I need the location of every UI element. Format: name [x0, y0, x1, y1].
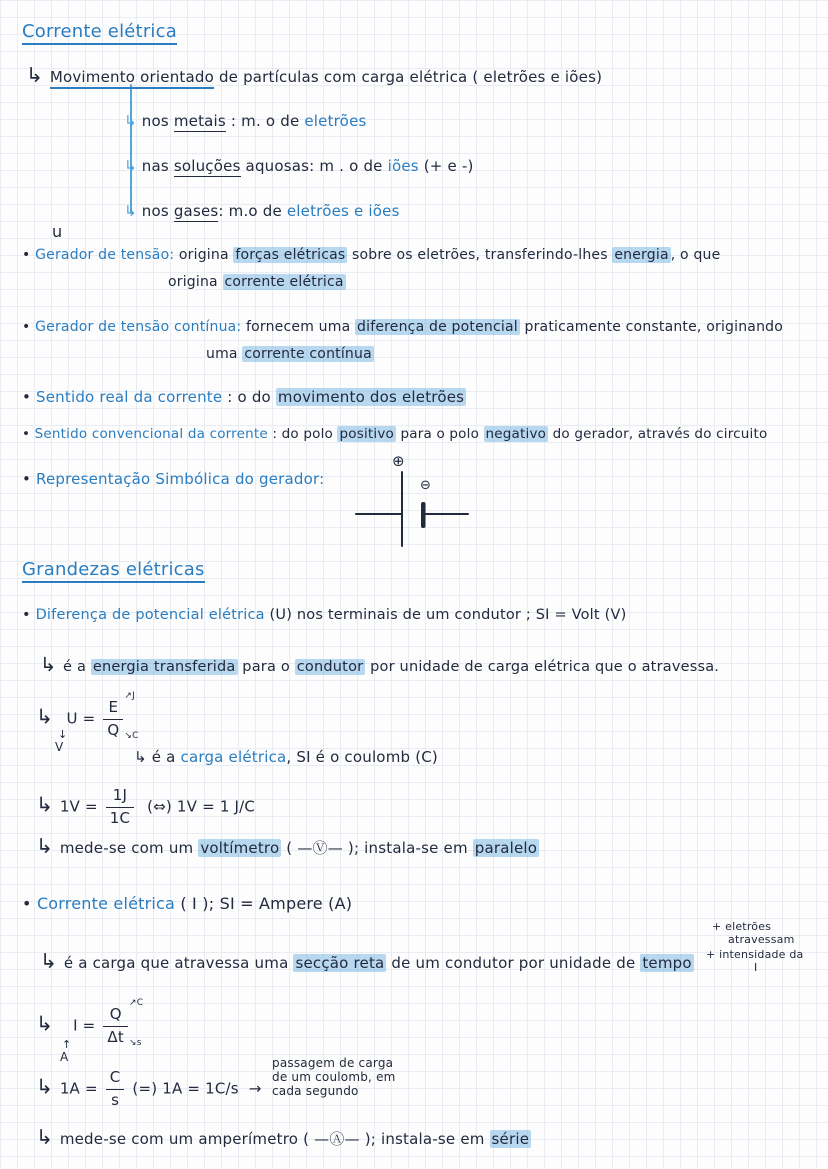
- margin-note-line: [728, 933, 795, 947]
- text-segment: forças elétricas: [235, 247, 346, 263]
- text-segment: para o: [237, 659, 295, 675]
- text-segment: energia: [614, 247, 669, 263]
- text-segment: Representação Simbólica do gerador:: [36, 470, 325, 488]
- fraction-numerator: [103, 691, 135, 720]
- text-segment: aquosas: m . o de: [240, 157, 388, 175]
- fraction-numerator: [106, 1068, 125, 1090]
- text-segment: + eletrões: [712, 920, 772, 933]
- text-segment: ↳: [36, 1125, 60, 1149]
- battery-drawing: [352, 466, 477, 551]
- branch-metais: [124, 112, 367, 132]
- sentido-convencional-line: [22, 426, 767, 444]
- definition-line: [26, 62, 602, 88]
- text-segment: nas: [141, 157, 174, 175]
- text-segment: ↳: [124, 112, 142, 130]
- text-segment: diferença de potencial: [357, 319, 518, 335]
- text-segment: movimento dos eletrões: [277, 388, 465, 406]
- text-segment: uma: [206, 346, 243, 362]
- text-segment: : m. o de: [225, 112, 305, 130]
- u-formula: [36, 691, 139, 742]
- section-title: [22, 558, 205, 581]
- unit-annotation: ↘C: [124, 731, 139, 742]
- text-segment: Movimento orientado: [50, 68, 214, 89]
- text-segment: ↳: [40, 653, 64, 676]
- corrente-title-line: [22, 894, 352, 915]
- text-segment: cada segundo: [272, 1084, 359, 1098]
- text-segment: condutor: [296, 659, 364, 675]
- plus-terminal-icon: ⊕: [392, 452, 405, 470]
- text-segment: ↳: [40, 949, 64, 973]
- text-segment: A: [60, 1050, 69, 1064]
- text-segment: é a: [151, 748, 181, 766]
- text-segment: gases: [173, 202, 219, 220]
- amperimetro-line: [36, 1124, 531, 1150]
- text-segment: u: [52, 222, 63, 241]
- text-segment: metais: [173, 112, 226, 130]
- text-segment: ↳: [36, 1011, 74, 1036]
- text-segment: ↳: [36, 704, 67, 729]
- text-segment: •: [22, 470, 37, 488]
- text-segment: U =: [66, 709, 101, 728]
- text-segment: ↳: [124, 157, 142, 175]
- text-segment: ↳: [36, 834, 60, 858]
- text-segment: atravessam: [728, 933, 795, 946]
- text-segment: Sentido convencional da corrente: [34, 426, 268, 442]
- volt-formula: [36, 786, 255, 828]
- text-segment: E: [108, 698, 119, 716]
- ampere-formula: [36, 1068, 262, 1110]
- fraction: [103, 691, 139, 742]
- text-segment: de partículas com carga elétrica ( eletrões e iões): [213, 68, 603, 86]
- text-segment: de um condutor por unidade de: [386, 954, 641, 972]
- text-segment: eletrões: [304, 112, 367, 130]
- minus-terminal-icon: ⊖: [420, 478, 431, 493]
- text-segment: ↳: [124, 202, 142, 220]
- text-segment: positivo: [339, 426, 394, 442]
- text-segment: é a carga que atravessa uma: [63, 954, 294, 972]
- text-segment: eletrões e iões: [286, 202, 400, 220]
- page-title: [22, 20, 177, 43]
- text-segment: passagem de carga: [272, 1056, 394, 1070]
- text-segment: •: [22, 607, 36, 623]
- text-segment: sobre os eletrões, transferindo-lhes: [347, 247, 613, 263]
- fraction-denominator: [106, 808, 134, 829]
- fraction: [106, 1068, 125, 1110]
- text-segment: ↓: [58, 728, 68, 741]
- text-segment: : do polo: [267, 426, 338, 442]
- pen-scribble: [52, 222, 62, 243]
- text-segment: : m.o de: [218, 202, 287, 220]
- text-segment: 1J: [112, 786, 128, 804]
- text-segment: , SI é o coulomb (C): [286, 748, 438, 766]
- text-segment: iões: [387, 157, 419, 175]
- text-segment: (U) nos terminais de um condutor ; SI = Volt (V): [264, 607, 627, 623]
- text-segment: ↳: [134, 748, 152, 766]
- text-segment: ↳: [36, 1074, 60, 1099]
- tree-connector-line: [130, 84, 132, 214]
- branch-gases: [124, 202, 400, 222]
- text-segment: Sentido real da corrente: [36, 388, 223, 406]
- text-segment: s: [111, 1090, 120, 1109]
- text-segment: (=) 1A = 1C/s →: [127, 1079, 262, 1098]
- ddp-def-line: [40, 652, 719, 677]
- text-segment: : o do: [222, 388, 276, 406]
- battery-symbol: [352, 452, 477, 552]
- fraction-denominator: [103, 720, 139, 742]
- sentido-real-line: [22, 388, 466, 408]
- text-segment: carga elétrica: [180, 748, 287, 766]
- text-segment: corrente contínua: [244, 346, 372, 362]
- text-segment: nos: [141, 202, 174, 220]
- text-segment: I: [754, 961, 758, 974]
- text-segment: mede-se com um: [59, 839, 199, 857]
- text-segment: tempo: [642, 954, 692, 972]
- text-segment: ( —Ⓥ— ); instala-se em: [281, 839, 473, 857]
- text-segment: ↳: [36, 792, 60, 817]
- text-segment: •: [22, 894, 37, 913]
- text-segment: soluções: [173, 157, 241, 175]
- text-segment: + intensidade da: [706, 948, 804, 961]
- ddp-line: [22, 606, 626, 625]
- branch-solucoes: [124, 157, 474, 177]
- fraction-numerator: [106, 786, 134, 808]
- i-unit: [60, 1050, 68, 1066]
- voltimetro-line: [36, 833, 539, 859]
- text-segment: V: [55, 740, 64, 754]
- corrente-def-line: [40, 948, 694, 974]
- text-segment: voltímetro: [200, 839, 280, 857]
- text-segment: Grandezas elétricas: [22, 559, 205, 583]
- text-segment: negativo: [485, 426, 547, 442]
- i-formula: [36, 998, 144, 1049]
- text-segment: ↑: [62, 1038, 72, 1051]
- text-segment: origina: [174, 247, 234, 263]
- text-segment: •: [22, 388, 37, 406]
- text-segment: Corrente elétrica: [36, 894, 176, 913]
- text-segment: é a: [63, 659, 91, 675]
- fraction-denominator: [106, 1090, 125, 1111]
- text-segment: de um coulomb, em: [272, 1070, 396, 1084]
- text-segment: fornecem uma: [241, 319, 356, 335]
- representacao-line: [22, 470, 324, 490]
- fraction-numerator: [103, 998, 144, 1027]
- text-segment: , o que: [670, 247, 721, 263]
- unit-annotation: ↘s: [128, 1038, 142, 1049]
- text-segment: energia transferida: [92, 659, 236, 675]
- text-segment: mede-se com um amperímetro ( —Ⓐ— ); instala-se em: [59, 1130, 490, 1148]
- text-segment: Δt: [107, 1027, 124, 1046]
- text-segment: origina: [168, 274, 223, 290]
- text-segment: Q: [107, 720, 120, 739]
- text-segment: para o polo: [396, 426, 484, 442]
- text-segment: Gerador de tensão:: [35, 247, 175, 263]
- gerador-tensao-line2: [168, 273, 346, 291]
- text-segment: Q: [109, 1005, 122, 1023]
- text-segment: praticamente constante, originando: [519, 319, 784, 335]
- fraction-denominator: [103, 1027, 142, 1049]
- u-unit: [55, 740, 63, 756]
- fraction: [103, 998, 144, 1049]
- text-segment: (⇔) 1V = 1 J/C: [137, 797, 256, 816]
- text-segment: 1C: [109, 808, 131, 827]
- text-segment: por unidade de carga elétrica que o atravessa.: [365, 659, 720, 675]
- text-segment: do gerador, através do circuito: [548, 426, 768, 442]
- gerador-continua-line1: [22, 318, 783, 336]
- gerador-continua-line2: [206, 345, 374, 363]
- margin-note-line: [754, 961, 757, 975]
- text-segment: Corrente elétrica: [22, 21, 177, 45]
- text-segment: Diferença de potencial elétrica: [35, 607, 265, 623]
- coulomb-note-line: [272, 1084, 359, 1100]
- text-segment: corrente elétrica: [224, 274, 344, 290]
- text-segment: (+ e -): [418, 157, 474, 175]
- text-segment: nos: [141, 112, 174, 130]
- text-segment: •: [22, 247, 36, 263]
- text-segment: I =: [73, 1016, 101, 1035]
- text-segment: •: [22, 426, 35, 442]
- text-segment: ( I ); SI = Ampere (A): [175, 894, 353, 913]
- unit-annotation: ↗C: [128, 998, 144, 1008]
- text-segment: C: [109, 1068, 121, 1086]
- text-segment: série: [491, 1130, 530, 1148]
- text-segment: 1V =: [59, 797, 103, 816]
- gerador-tensao-line1: [22, 246, 720, 264]
- text-segment: 1A =: [59, 1079, 103, 1098]
- fraction: [106, 786, 134, 828]
- text-segment: paralelo: [474, 839, 538, 857]
- carga-note-line: [134, 748, 438, 768]
- unit-annotation: ↗J: [124, 691, 135, 701]
- text-segment: •: [22, 319, 36, 335]
- text-segment: Gerador de tensão contínua:: [35, 319, 242, 335]
- text-segment: ↳: [26, 63, 50, 87]
- text-segment: secção reta: [295, 954, 385, 972]
